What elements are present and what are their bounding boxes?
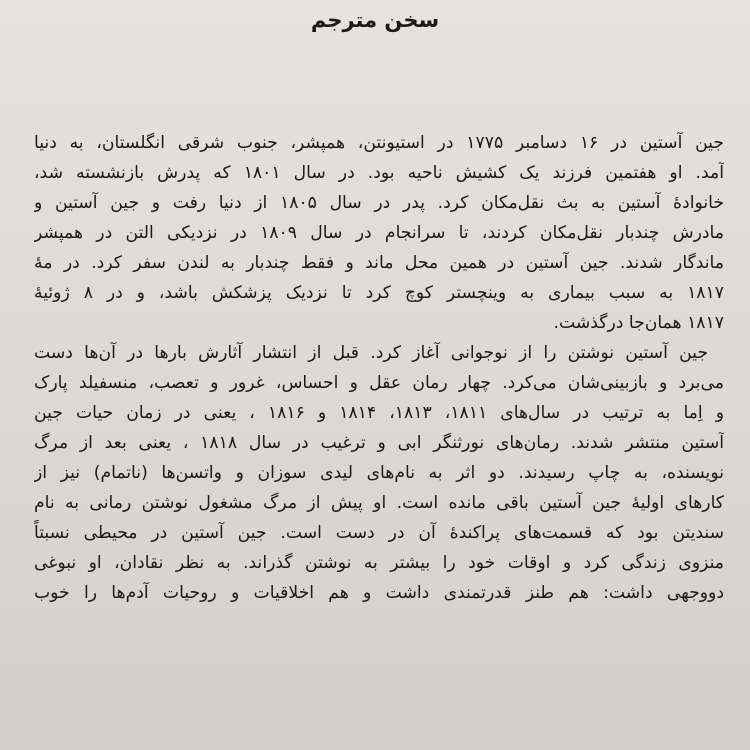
- text-line: ۱۸۱۷ به سبب بیماری به وینچستر کوچ کرد تا نزدیک پزشکش باشد، و در ۸ ژوئیهٔ: [34, 283, 724, 303]
- paragraph-1: [34, 128, 724, 338]
- text-line: و اِما به ترتیب در سال‌های ۱۸۱۱، ۱۸۱۳، ۱۸۱۴ و ۱۸۱۶ ، یعنی در زمان حیات جین: [34, 403, 724, 423]
- body-text: [34, 128, 724, 608]
- text-line: جین آستین در ۱۶ دسامبر ۱۷۷۵ در استیونتن، همپشر، جنوب شرقی انگلستان، به دنیا: [34, 133, 724, 153]
- paragraph-2: [34, 338, 724, 608]
- text-line: خانوادهٔ آستین به بث نقل‌مکان کرد. پدر در سال ۱۸۰۵ از دنیا رفت و جین آستین و: [34, 193, 724, 213]
- text-line: آمد. او هفتمین فرزند یک کشیش ناحیه بود. در سال ۱۸۰۱ که پدرش بازنشسته شد،: [34, 163, 724, 183]
- text-line: کارهای اولیهٔ جین آستین باقی مانده است. او پیش از مرگ مشغول نوشتن رمانی به نام: [34, 493, 724, 513]
- text-line: ماندگار شدند. جین آستین در همین محل ماند و فقط چندبار به لندن سفر کرد. در مهٔ: [34, 253, 724, 273]
- text-line: مادرش چندبار نقل‌مکان کردند، تا سرانجام در سال ۱۸۰۹ در نزدیکی التن در همپشر: [34, 223, 724, 243]
- text-line: جین آستین نوشتن را از نوجوانی آغاز کرد. قبل از انتشار آثارش بارها در آن‌ها دست: [34, 343, 708, 363]
- text-line: دووجهی داشت: هم طنز قدرتمندی داشت و هم اخلاقیات و روحیات آدم‌ها را خوب: [34, 583, 724, 603]
- text-line: منزوی زندگی کرد و اوقات خود را بیشتر به نوشتن گذراند. به نظر نقادان، او نبوغی: [34, 553, 724, 573]
- text-line: سندیتن بود که قسمت‌های پراکندهٔ آن در دست است. جین آستین در محیطی نسبتاً: [34, 523, 724, 543]
- chapter-heading: سخن مترجم: [310, 8, 440, 32]
- text-line: نویسنده، به چاپ رسیدند. دو اثر به نام‌های لیدی سوزان و واتسن‌ها (ناتمام) نیز از: [34, 463, 724, 483]
- text-line: آستین منتشر شدند. رمان‌های نورثنگر ابی و ترغیب در سال ۱۸۱۸ ، یعنی بعد از مرگ: [34, 433, 724, 453]
- text-line: ۱۸۱۷ همان‌جا درگذشت.: [553, 313, 724, 333]
- text-line: می‌برد و بازبینی‌شان می‌کرد. چهار رمان عقل و احساس، غرور و تعصب، منسفیلد پارک: [34, 373, 724, 393]
